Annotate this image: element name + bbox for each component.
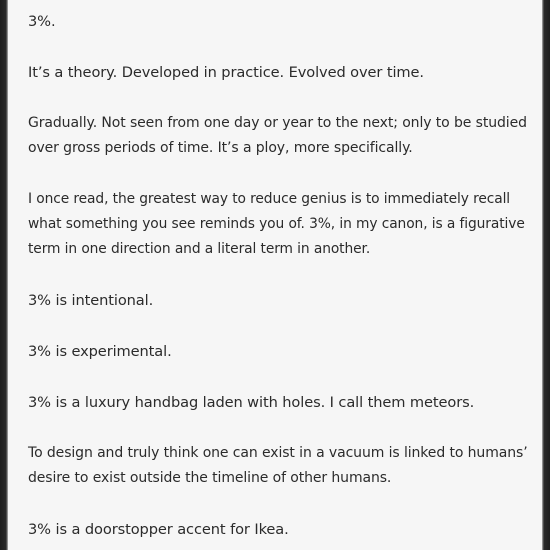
text-line: desire to exist outside the timeline of other humans. — [28, 470, 392, 486]
paragraph — [28, 517, 289, 542]
paragraph — [28, 390, 474, 415]
paragraph — [28, 339, 172, 364]
paragraph — [28, 60, 424, 85]
text-line: 3%. — [28, 13, 56, 30]
text-line: term in one direction and a literal term in another. — [28, 241, 371, 257]
text-line: 3% is intentional. — [28, 292, 154, 309]
text-line: 3% is experimental. — [28, 343, 172, 360]
paragraph — [28, 187, 525, 262]
paragraph — [28, 288, 153, 313]
text-line: 3% is a doorstopper accent for Ikea. — [28, 521, 289, 538]
text-line: It’s a theory. Developed in practice. Evolved over time. — [28, 64, 424, 81]
document-page — [8, 0, 542, 550]
text-line: over gross periods of time. It’s a ploy, more specifically. — [28, 140, 413, 156]
paragraph — [28, 111, 527, 161]
paragraph — [28, 441, 528, 491]
text-line: To design and truly think one can exist in a vacuum is linked to humans’ — [28, 445, 528, 461]
paragraph — [28, 9, 56, 34]
text-line: Gradually. Not seen from one day or year to the next; only to be studied — [28, 115, 527, 131]
text-line: 3% is a luxury handbag laden with holes. I call them meteors. — [28, 394, 475, 411]
text-line: what something you see reminds you of. 3%, in my canon, is a figurative — [28, 216, 525, 232]
text-line: I once read, the greatest way to reduce genius is to immediately recall — [28, 191, 511, 207]
